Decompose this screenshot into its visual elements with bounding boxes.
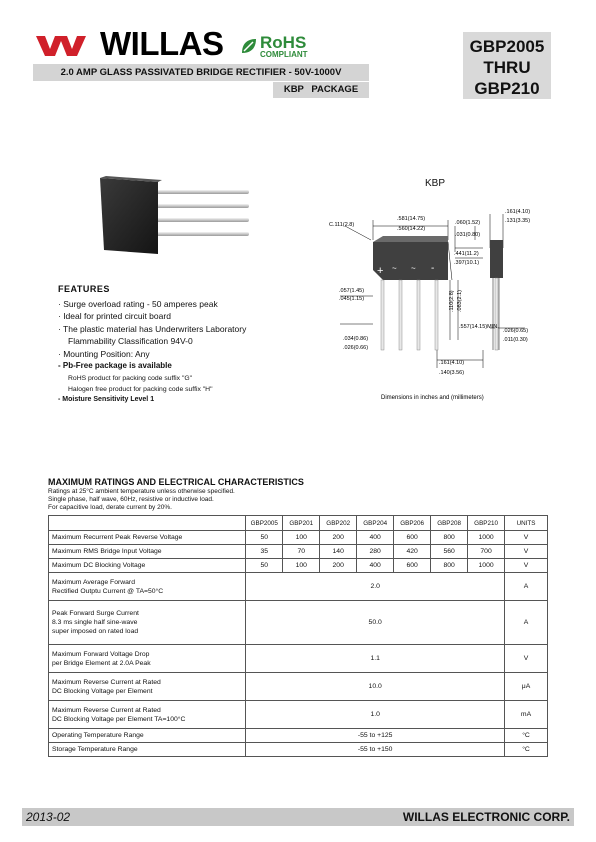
value-cell: 560	[431, 545, 468, 559]
dim-q2: .140(3.56)	[439, 370, 465, 376]
unit-cell: mA	[505, 701, 548, 729]
value-cell: 50.0	[246, 601, 505, 645]
footer-date: 2013-02	[26, 810, 71, 824]
parameter-text: Rectified Outptu Current @ TA=50°C	[52, 587, 164, 595]
dim-h2: .397(10.1)	[454, 260, 480, 266]
value-cell: 50	[246, 559, 283, 573]
value-cell: 280	[357, 545, 394, 559]
value-cell: -55 to +125	[246, 729, 505, 743]
brand-name: WILLAS	[100, 25, 224, 62]
table-row	[49, 701, 548, 729]
column-header: GBP202	[320, 516, 357, 531]
unit-cell: A	[505, 573, 548, 601]
value-cell: 200	[320, 531, 357, 545]
parameter-text: Storage Temperature Range	[52, 746, 138, 753]
drawing-label: KBP	[425, 178, 446, 189]
dim-d2: .011(0.30)	[503, 337, 528, 343]
svg-text:~: ~	[392, 264, 397, 273]
rohs-code-note: RoHS product for packing code suffix "G"	[68, 374, 193, 382]
value-cell: 50	[246, 531, 283, 545]
dim-l: .557(14.15)MIN.	[459, 324, 499, 330]
value-cell: 100	[283, 531, 320, 545]
table-row	[49, 531, 548, 545]
pb-free-note: - Pb-Free package is available	[58, 361, 172, 370]
feature-item: · Ideal for printed circuit board	[58, 311, 171, 321]
leaf-icon	[240, 37, 258, 55]
feature-item: Flammability Classification 94V-0	[68, 336, 193, 346]
halogen-code-note: Halogen free product for packing code suffix "H"	[68, 385, 213, 393]
value-cell: 2.0	[246, 573, 505, 601]
footer-company: WILLAS ELECTRONIC CORP.	[402, 810, 570, 824]
part-thru: THRU	[483, 58, 531, 77]
column-header: GBP208	[431, 516, 468, 531]
parameter-cell	[49, 743, 246, 757]
dim-h1: .441(11.2)	[454, 251, 479, 257]
features-section	[58, 283, 318, 405]
value-cell: 140	[320, 545, 357, 559]
parameter-cell	[49, 701, 246, 729]
dim-s1: .161(4.10)	[505, 209, 531, 215]
parameter-text: Maximum Forward Voltage Drop	[52, 650, 150, 658]
part-number-box	[463, 32, 551, 99]
part-last: GBP210	[474, 79, 540, 98]
value-cell: 10.0	[246, 673, 505, 701]
feature-item: · Surge overload rating - 50 amperes peak	[58, 298, 218, 309]
dim-b1: .034(0.86)	[343, 336, 369, 342]
dim-v2: .083(2.1)	[457, 289, 463, 312]
ratings-table	[48, 515, 548, 757]
parameter-text: Maximum Recurrent Peak Reverse Voltage	[52, 534, 183, 541]
value-cell: 600	[394, 559, 431, 573]
value-cell: 70	[283, 545, 320, 559]
parameter-cell	[49, 559, 246, 573]
column-header: GBP204	[357, 516, 394, 531]
column-header: GBP201	[283, 516, 320, 531]
value-cell: 1000	[468, 559, 505, 573]
column-header: GBP210	[468, 516, 505, 531]
dim-w1: .581(14.75)	[397, 216, 426, 222]
ratings-note: Single phase, half wave, 60Hz, resistive or inductive load.	[48, 496, 214, 503]
rohs-title: RoHS	[260, 33, 307, 52]
unit-cell: μA	[505, 673, 548, 701]
part-first: GBP2005	[469, 37, 545, 56]
parameter-cell	[49, 573, 246, 601]
dim-d1: .026(0.65)	[503, 328, 529, 334]
dim-q1: .161(4.10)	[439, 360, 465, 366]
value-cell: 800	[431, 559, 468, 573]
parameter-cell	[49, 645, 246, 673]
parameter-text: Maximum Average Forward	[52, 578, 135, 586]
unit-cell: °C	[505, 729, 548, 743]
dimension-note: Dimensions in inches and (millimeters)	[381, 395, 484, 401]
column-header: UNITS	[505, 516, 548, 531]
dim-p1: .057(1.45)	[339, 288, 365, 294]
parameter-cell	[49, 545, 246, 559]
package-outline-drawing	[325, 200, 555, 410]
parameter-text: Operating Temperature Range	[52, 732, 144, 739]
dim-t2: .031(0.80)	[455, 232, 481, 238]
column-header: GBP206	[394, 516, 431, 531]
value-cell: 420	[394, 545, 431, 559]
column-header: GBP2005	[246, 516, 283, 531]
value-cell: -55 to +150	[246, 743, 505, 757]
value-cell: 35	[246, 545, 283, 559]
package-label: KBP PACKAGE	[273, 82, 369, 98]
ratings-note: Ratings at 25°C ambient temperature unless otherwise specified.	[48, 488, 235, 495]
rohs-subtitle: COMPLIANT	[260, 50, 308, 59]
parameter-text: Maximum RMS Bridge Input Voltage	[52, 548, 162, 555]
parameter-text: super imposed on rated load	[52, 628, 139, 635]
ratings-heading: MAXIMUM RATINGS AND ELECTRICAL CHARACTERISTICS	[48, 477, 304, 487]
svg-text:-: -	[431, 263, 435, 274]
table-corner	[49, 516, 246, 531]
dim-b2: .026(0.66)	[343, 345, 369, 351]
unit-cell: V	[505, 545, 548, 559]
value-cell: 700	[468, 545, 505, 559]
features-title: FEATURES	[58, 284, 110, 294]
table-row	[49, 673, 548, 701]
msl-note: - Moisture Sensitivity Level 1	[58, 395, 155, 403]
parameter-cell	[49, 673, 246, 701]
svg-text:+: +	[377, 265, 384, 277]
value-cell: 600	[394, 531, 431, 545]
unit-cell: V	[505, 559, 548, 573]
svg-text:~: ~	[411, 264, 416, 273]
dim-c: C.111(2.8)	[329, 222, 355, 228]
dim-t1: .060(1.52)	[455, 220, 481, 226]
parameter-text: Maximum Reverse Current at Rated	[52, 706, 161, 714]
unit-cell: °C	[505, 743, 548, 757]
unit-cell: A	[505, 601, 548, 645]
table-row	[49, 545, 548, 559]
parameter-text: Peak Forward Surge Current	[52, 610, 139, 617]
table-row	[49, 645, 548, 673]
value-cell: 1000	[468, 531, 505, 545]
value-cell: 1.0	[246, 701, 505, 729]
parameter-cell	[49, 531, 246, 545]
feature-item: · The plastic material has Underwriters Laboratory	[58, 323, 247, 334]
value-cell: 800	[431, 531, 468, 545]
table-row	[49, 601, 548, 645]
parameter-text: per Bridge Element at 2.0A Peak	[52, 659, 151, 667]
parameter-text: DC Blocking Voltage per Element TA=100°C	[52, 715, 186, 723]
table-row	[49, 743, 548, 757]
component-photo	[92, 176, 252, 256]
product-title: 2.0 AMP GLASS PASSIVATED BRIDGE RECTIFIER - 50V-1000V	[33, 64, 369, 81]
parameter-cell	[49, 729, 246, 743]
willas-logo-icon	[36, 36, 86, 56]
dim-p2: .045(1.15)	[339, 296, 365, 302]
dim-w2: .560(14.22)	[397, 226, 426, 232]
table-row	[49, 729, 548, 743]
value-cell: 400	[357, 531, 394, 545]
unit-cell: V	[505, 531, 548, 545]
feature-item: · Mounting Position: Any	[58, 348, 150, 359]
ratings-note: For capacitive load, derate current by 20%.	[48, 504, 172, 511]
rohs-badge	[240, 34, 320, 62]
dim-s2: .131(3.35)	[505, 218, 531, 224]
table-row	[49, 559, 548, 573]
parameter-text: 8.3 ms single half sine-wave	[52, 619, 138, 626]
table-row	[49, 573, 548, 601]
value-cell: 200	[320, 559, 357, 573]
parameter-text: DC Blocking Voltage per Element	[52, 687, 153, 695]
dim-v1: .110(2.8)	[449, 290, 455, 312]
value-cell: 100	[283, 559, 320, 573]
parameter-text: Maximum Reverse Current at Rated	[52, 678, 161, 686]
unit-cell: V	[505, 645, 548, 673]
parameter-cell	[49, 601, 246, 645]
parameter-text: Maximum DC Blocking Voltage	[52, 562, 146, 569]
value-cell: 400	[357, 559, 394, 573]
value-cell: 1.1	[246, 645, 505, 673]
